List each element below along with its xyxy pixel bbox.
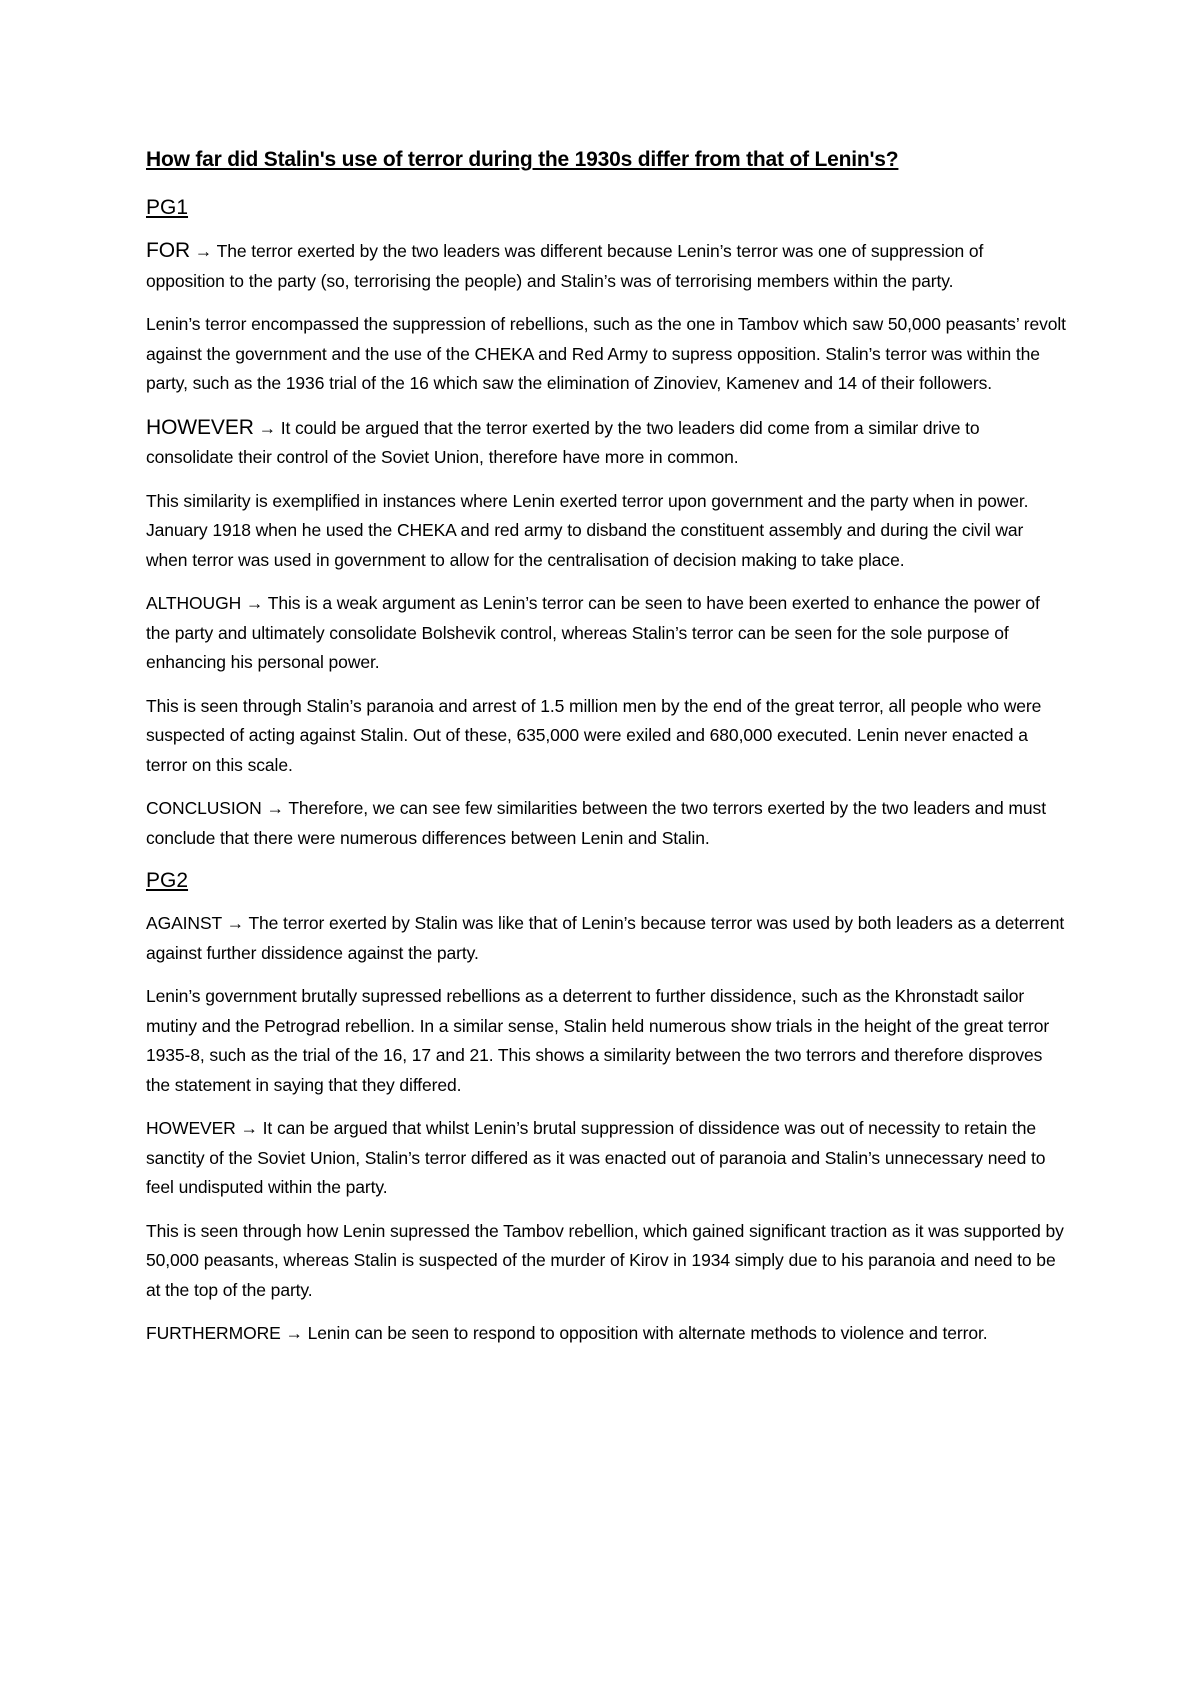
label-conclusion: CONCLUSION [146, 798, 262, 818]
arrow-right-icon: → [258, 417, 276, 438]
arrow-right-icon: → [194, 241, 213, 261]
paragraph-against [146, 909, 1066, 968]
label-however: HOWEVER [146, 1118, 236, 1138]
paragraph-pg1-6: This is seen through Stalin’s paranoia and arrest of 1.5 million men by the end of the great terror, all people who were suspected of acting against Stalin. Out of these, 635,000 were exiled and 680,000 executed. Lenin never enacted a terror on this scale. [146, 695, 1042, 775]
arrow-right-icon: → [226, 913, 244, 933]
text-furthermore: Lenin can be seen to respond to opposition with alternate methods to violence and terror. [307, 1323, 988, 1343]
section-heading-pg2: PG2 [146, 869, 189, 892]
paragraph-although [146, 589, 1066, 678]
paragraph-pg2-4: This is seen through how Lenin supressed the Tambov rebellion, which gained significant traction as it was supported by 50,000 peasants, whereas Stalin is suspected of the murder of Kirov in 1934 simply due to his paranoia and need to be at the top of the party. [146, 1220, 1064, 1300]
text-however: It could be argued that the terror exerted by the two leaders did come from a similar drive to consolidate their control of the Soviet Union, therefore have more in common. [146, 417, 980, 467]
text-for: The terror exerted by the two leaders was different because Lenin’s terror was one of suppression of opposition to the party (so, terrorising the people) and Stalin’s was of terrorising members within the party. [146, 241, 984, 291]
label-against: AGAINST [146, 913, 222, 933]
paragraph-conclusion [146, 794, 1066, 853]
arrow-right-icon: → [240, 1118, 258, 1138]
paragraph-pg1-2: Lenin’s terror encompassed the suppression of rebellions, such as the one in Tambov which saw 50,000 peasants’ revolt against the government and the use of the CHEKA and Red Army to supress opposition. Stalin’s terror was within the party, such as the 1936 trial of the 16 which saw the elimination of Zinoviev, Kamenev and 14 of their followers. [146, 314, 1066, 393]
paragraph-however-2 [146, 1114, 1066, 1203]
document-title: How far did Stalin's use of terror during the 1930s differ from that of Lenin's? [146, 148, 899, 171]
document-page [146, 146, 1066, 1363]
paragraph-furthermore [146, 1319, 1066, 1349]
arrow-right-icon: → [285, 1323, 303, 1343]
text-although: This is a weak argument as Lenin’s terror can be seen to have been exerted to enhance the power of the party and ultimately consolidate Bolshevik control, whereas Stalin’s terror can be seen for the sole purpose of enhancing his personal power. [146, 593, 1040, 672]
paragraph-pg1-4: This similarity is exemplified in instances where Lenin exerted terror upon government and the party when in power. January 1918 when he used the CHEKA and red army to disband the constituent assembly and during the civil war when terror was used in government to allow for the centralisation of decision making to take place. [146, 490, 1029, 570]
text-however: It can be argued that whilst Lenin’s brutal suppression of dissidence was out of necessity to retain the sanctity of the Soviet Union, Stalin’s terror differed as it was enacted out of paranoia and Stalin’s unnecessary need to feel undisputed within the party. [146, 1118, 1046, 1197]
label-for: FOR [146, 239, 191, 262]
label-although: ALTHOUGH [146, 593, 242, 613]
paragraph-for [146, 236, 1066, 296]
arrow-right-icon: → [245, 593, 264, 613]
arrow-right-icon: → [266, 798, 284, 818]
text-against: The terror exerted by Stalin was like that of Lenin’s because terror was used by both leaders as a deterrent against further dissidence against the party. [146, 913, 1065, 963]
label-however: HOWEVER [146, 415, 254, 439]
paragraph-pg2-2: Lenin’s government brutally supressed rebellions as a deterrent to further dissidence, such as the Khronstadt sailor mutiny and the Petrograd rebellion. In a similar sense, Stalin held numerous show trials in the height of the great terror 1935-8, such as the trial of the 16, 17 and 21. This shows a similarity between the two terrors and therefore disproves the statement in saying that they differed. [146, 986, 1050, 1095]
paragraph-however-1 [146, 413, 1066, 473]
section-heading-pg1: PG1 [146, 196, 189, 219]
text-conclusion: Therefore, we can see few similarities between the two terrors exerted by the two leaders and must conclude that there were numerous differences between Lenin and Stalin. [146, 798, 1046, 848]
label-furthermore: FURTHERMORE [146, 1323, 281, 1343]
